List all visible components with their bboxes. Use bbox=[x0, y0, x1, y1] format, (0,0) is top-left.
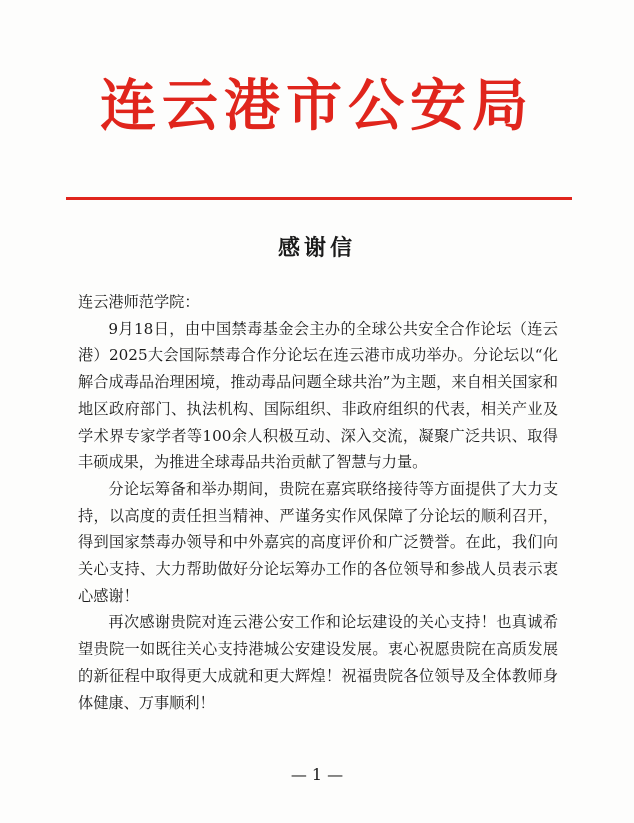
letter-paragraph-2: 分论坛筹备和举办期间，贵院在嘉宾联络接待等方面提供了大力支持，以高度的责任担当精神、严谨务实作风保障了分论坛的顺利召开，得到国家禁毒办领导和中外嘉宾的高度评价和广泛赞誉。在此，我们向关心支持、大力帮助做好分论坛筹办工作的各位领导和参战人员表示衷心感谢！ bbox=[78, 479, 558, 605]
letterhead-org-name: 连云港市公安局 bbox=[100, 74, 534, 139]
letter-salutation: 连云港师范学院： bbox=[78, 293, 200, 311]
letter-paragraph-3: 再次感谢贵院对连云港公安工作和论坛建设的关心支持！也真诚希望贵院一如既往关心支持港城公安建设发展。衷心祝愿贵院在高质发展的新征程中取得更大成就和更大辉煌！祝福贵院各位领导及全体教师身体健康、万事顺利！ bbox=[78, 613, 558, 712]
letter-paragraph-1: 9月18日，由中国禁毒基金会主办的全球公共安全合作论坛（连云港）2025大会国际禁毒合作分论坛在连云港市成功举办。分论坛以“化解合成毒品治理困境，推动毒品问题全球共治”为主题，来自相关国家和地区政府部门、执法机构、国际组织、非政府组织的代表，相关产业及学术界专家学者等100余人积极互动、深入交流，凝聚广泛共识、取得丰硕成果，为推进全球毒品共治贡献了智慧与力量。 bbox=[78, 319, 558, 472]
letter-title: 感谢信 bbox=[277, 235, 356, 261]
letterhead-red-rule bbox=[66, 197, 572, 200]
page-number: — 1 — bbox=[290, 765, 344, 784]
letter-body bbox=[78, 289, 558, 716]
